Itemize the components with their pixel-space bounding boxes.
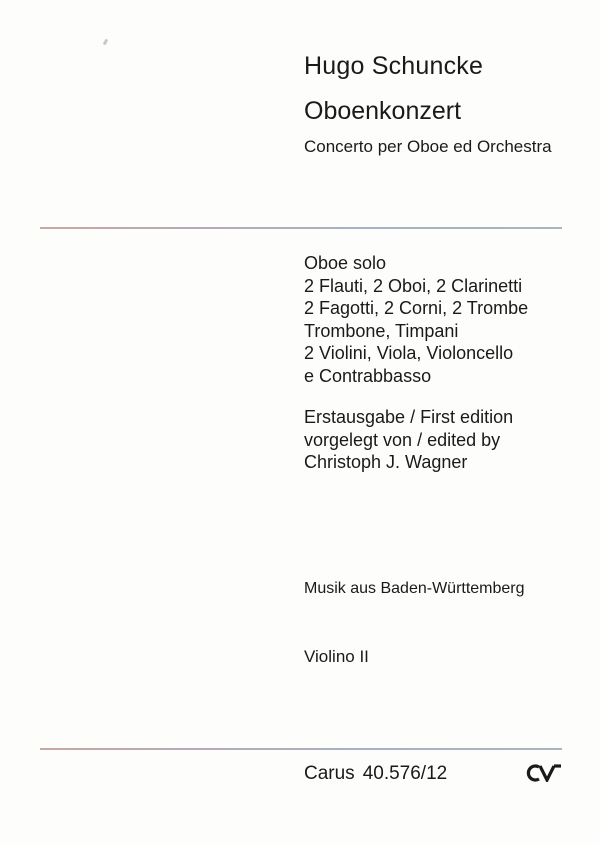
paper-speck [103, 39, 109, 46]
instrumentation-line: 2 Flauti, 2 Oboi, 2 Clarinetti [304, 275, 523, 296]
part-name: Violino II [304, 647, 369, 666]
instrumentation-line: 2 Fagotti, 2 Corni, 2 Trombe [304, 298, 529, 318]
carus-logo-icon [526, 764, 562, 782]
edition-info [304, 406, 513, 474]
series-title: Musik aus Baden-Württemberg [304, 580, 525, 597]
publisher-name: Carus [304, 763, 355, 784]
top-divider [40, 227, 562, 229]
bottom-divider [40, 748, 562, 750]
instrumentation-line: 2 Violini, Viola, Violoncello [304, 343, 514, 363]
catalog-number: 40.576/12 [362, 763, 448, 784]
instrumentation-line: Oboe solo [304, 253, 387, 273]
edition-line: vorgelegt von / edited by [304, 429, 501, 450]
instrumentation-line: Trombone, Timpani [304, 320, 459, 341]
edition-line: Erstausgabe / First edition [304, 407, 514, 427]
instrumentation-list [304, 252, 528, 387]
composer-name: Hugo Schuncke [304, 52, 484, 80]
catalog-info [304, 763, 447, 785]
instrumentation-line: e Contrabbasso [304, 365, 432, 386]
work-subtitle: Concerto per Oboe ed Orchestra [304, 137, 552, 156]
work-title: Oboenkonzert [304, 97, 462, 125]
editor-name: Christoph J. Wagner [304, 452, 468, 472]
